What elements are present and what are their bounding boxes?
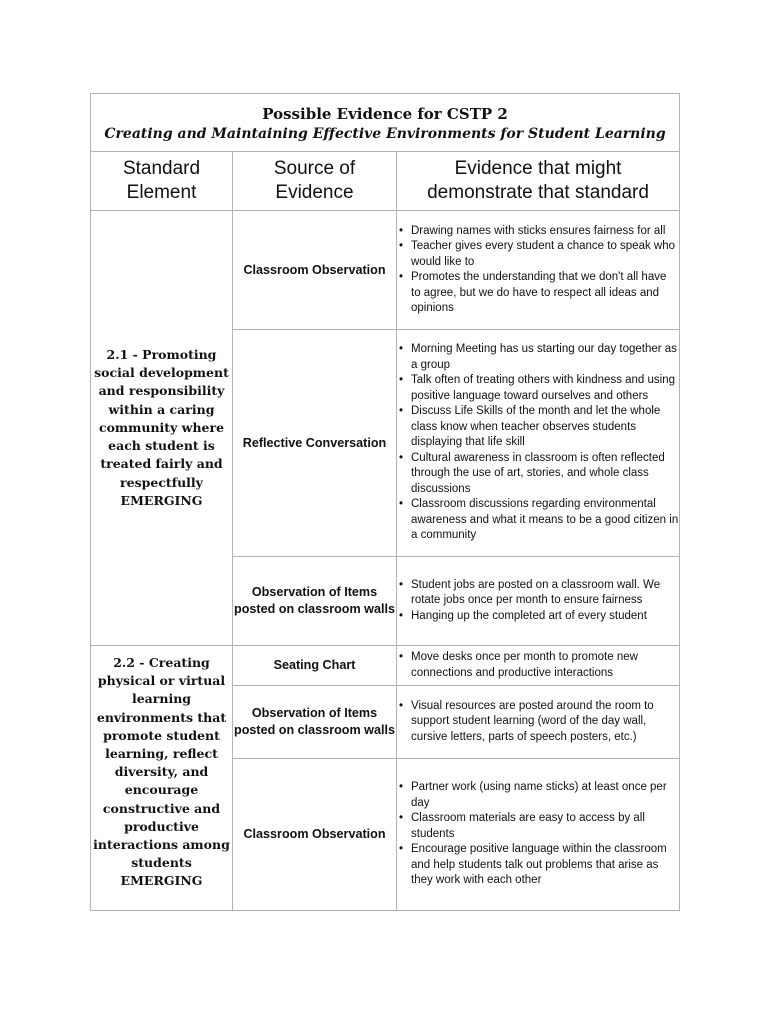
title-block xyxy=(91,94,680,152)
evidence-cell xyxy=(397,646,680,686)
source-cell xyxy=(233,211,397,330)
evidence-item: • Discuss Life Skills of the month and let the whole class know when teacher observes students displaying that life skill xyxy=(397,404,679,451)
evidence-item: • Promotes the understanding that we don't all have to agree, but we do have to respect all ideas and opinions xyxy=(397,270,679,317)
source-label: Observation of Items posted on classroom walls xyxy=(234,585,395,616)
standard-element-2-2 xyxy=(91,646,233,911)
evidence-cell xyxy=(397,211,680,330)
source-label: Seating Chart xyxy=(273,658,356,672)
header-standard-element: Standard Element xyxy=(91,152,233,211)
document-subtitle: Creating and Maintaining Effective Environments for Student Learning xyxy=(104,125,666,142)
document-title: Possible Evidence for CSTP 2 xyxy=(262,104,508,123)
source-cell xyxy=(233,646,397,686)
evidence-item: • Partner work (using name sticks) at least once per day xyxy=(397,780,679,811)
standard-label: 2.1 - Promoting social development and responsibility within a caring community where each student is treated fairly and respectfully EMERGING xyxy=(94,347,229,508)
evidence-list xyxy=(397,780,679,889)
evidence-list xyxy=(397,224,679,317)
evidence-item: • Drawing names with sticks ensures fairness for all xyxy=(397,224,679,240)
evidence-item: • Talk often of treating others with kindness and using positive language toward ourselves and others xyxy=(397,373,679,404)
evidence-item: • Encourage positive language within the classroom and help students talk out problems that arise as they work with each other xyxy=(397,842,679,889)
evidence-item: • Student jobs are posted on a classroom wall. We rotate jobs once per month to ensure fairness xyxy=(397,578,679,609)
evidence-item: • Visual resources are posted around the room to support student learning (word of the day wall, cursive letters, parts of speech posters, etc.) xyxy=(397,699,679,746)
source-cell xyxy=(233,330,397,557)
source-cell xyxy=(233,557,397,646)
evidence-cell xyxy=(397,330,680,557)
evidence-item: • Classroom materials are easy to access by all students xyxy=(397,811,679,842)
standard-element-2-1 xyxy=(91,211,233,646)
source-label: Reflective Conversation xyxy=(242,435,387,450)
evidence-item: • Cultural awareness in classroom is often reflected through the use of art, stories, and whole class discussions xyxy=(397,451,679,498)
evidence-item: • Teacher gives every student a chance to speak who would like to xyxy=(397,239,679,270)
evidence-cell xyxy=(397,557,680,646)
evidence-cell xyxy=(397,686,680,759)
header-evidence: Evidence that might demonstrate that standard xyxy=(397,152,680,211)
evidence-list xyxy=(397,342,679,544)
evidence-list xyxy=(397,699,679,746)
evidence-cell xyxy=(397,759,680,911)
evidence-item: • Classroom discussions regarding environmental awareness and what it means to be a good citizen in a community xyxy=(397,497,679,544)
evidence-item: • Move desks once per month to promote new connections and productive interactions xyxy=(397,650,679,681)
evidence-list xyxy=(397,650,679,681)
source-label: Observation of Items posted on classroom walls xyxy=(234,706,395,737)
source-label: Classroom Observation xyxy=(243,827,386,841)
source-cell xyxy=(233,686,397,759)
evidence-item: • Hanging up the completed art of every student xyxy=(397,609,679,625)
header-source-of-evidence: Source of Evidence xyxy=(233,152,397,211)
evidence-item: • Morning Meeting has us starting our day together as a group xyxy=(397,342,679,373)
evidence-table xyxy=(90,93,680,911)
standard-label: 2.2 - Creating physical or virtual learning environments that promote student learning, reflect diversity, and encourage constructive and productive interactions among students EMERGING xyxy=(93,655,230,889)
source-cell xyxy=(233,759,397,911)
evidence-list xyxy=(397,578,679,625)
source-label: Classroom Observation xyxy=(243,262,386,277)
